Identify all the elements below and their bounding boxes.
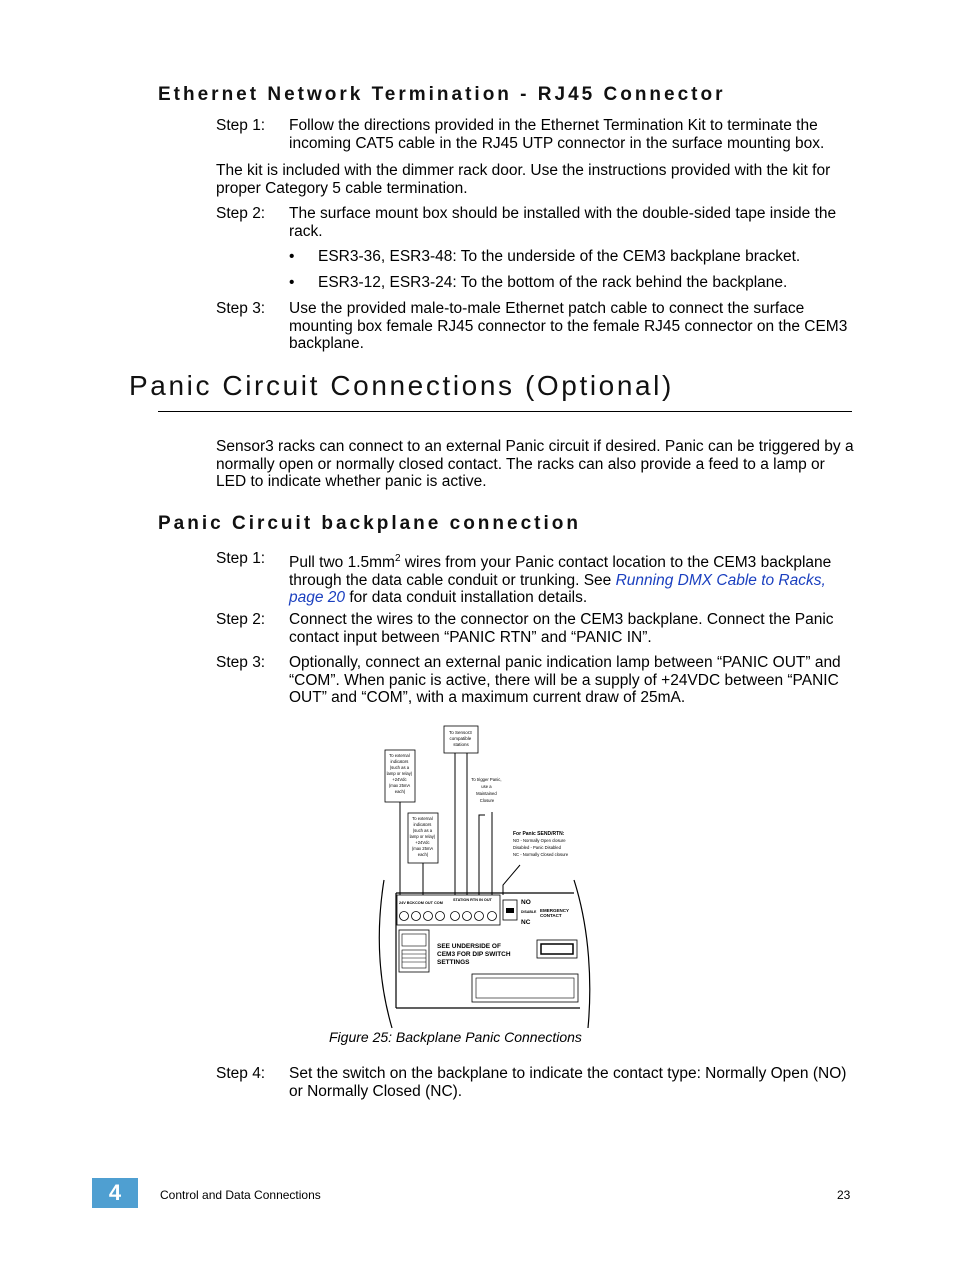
svg-text:SEE UNDERSIDE OF CEM3 FO: SEE UNDERSIDE OF CEM3 FOR DIP SWITCH SETTINGS <box>437 943 511 966</box>
step-label: Step 4: <box>216 1065 266 1082</box>
step-text: The surface mount box should be installed with the double-sided tape inside the rack. <box>289 205 837 240</box>
step-text: Set the switch on the backplane to indicate the contact type: Normally Open (NO) or Normally Closed (NC). <box>289 1065 847 1100</box>
svg-text:To trigger Panic, use a: To trigger Panic, use a Maintained Closure <box>471 777 502 803</box>
svg-text:To external indicators: To external indicators (such as a lamp or relay) +24Vdc (max 25mA each) <box>386 753 413 794</box>
section-heading-backplane: Panic Circuit backplane connection <box>158 513 581 534</box>
svg-text:NC: NC <box>521 919 531 926</box>
title-rule <box>158 411 852 412</box>
bullet-item: ESR3-12, ESR3-24: To the bottom of the rack behind the backplane. <box>318 274 788 291</box>
svg-text:NO: NO <box>521 899 531 906</box>
section-title-panic: Panic Circuit Connections (Optional) <box>129 370 674 401</box>
footer-section-title: Control and Data Connections <box>160 1188 321 1202</box>
backplane-panic-diagram <box>376 720 612 1032</box>
step-label: Step 1: <box>216 550 266 567</box>
step-label: Step 1: <box>216 117 266 134</box>
svg-text:To external indicators: To external indicators (such as a lamp or relay) +24Vdc (max 25mA each) <box>409 816 436 857</box>
step-label: Step 2: <box>216 205 266 222</box>
svg-text:For Panic SEND/RTN:: For Panic SEND/RTN: <box>513 831 565 837</box>
svg-text:STATION RTN IN OUT: STATION RTN IN OUT <box>453 898 492 902</box>
step-label: Step 3: <box>216 654 266 671</box>
svg-text:24V BCKCOM OUT COM: 24V BCKCOM OUT COM <box>399 901 443 905</box>
section-heading-ethernet: Ethernet Network Termination - RJ45 Connector <box>158 84 726 105</box>
svg-text:EMERGENCY CONTACT: EMERGENCY CONTACT <box>540 908 569 918</box>
step-text: Follow the directions provided in the Ethernet Termination Kit to terminate the incoming CAT5 cable in the RJ45 UTP connector in the surface mounting box. <box>289 117 825 152</box>
figure-caption: Figure 25: Backplane Panic Connections <box>329 1029 582 1045</box>
step-label: Step 3: <box>216 300 266 317</box>
bullet-mark: • <box>289 248 295 265</box>
paragraph: The kit is included with the dimmer rack door. Use the instructions provided with the kit for proper Category 5 cable termination. <box>216 162 831 197</box>
bullet-mark: • <box>289 274 295 291</box>
step-label: Step 2: <box>216 611 266 628</box>
chapter-number-badge: 4 <box>92 1178 138 1208</box>
svg-text:DISABLE: DISABLE <box>521 910 537 914</box>
step-text: Optionally, connect an external panic indication lamp between “PANIC OUT” and “COM”. When panic is active, there will be a supply of +24VDC between “PANIC OUT” and “COM”, with a maximum current draw of 25mA. <box>289 654 841 707</box>
svg-text:To Sensor3 compatible: To Sensor3 compatible stations <box>448 730 472 747</box>
svg-text:NO - Normally Open closure: NO - Normally Open closure Disabled - Panic Disabled NC - Normally Closed closure <box>513 838 569 857</box>
step-text: Pull two $1.5mm^2$ wires from your Panic contact location to the CEM3 backplane through the data cable conduit or trunking. See Running DMX Cable to Racks, page 20 for data conduit installation details. <box>289 553 832 607</box>
cross-reference-link[interactable]: Running DMX Cable to Racks, page 20 <box>289 571 826 607</box>
page-number: 23 <box>837 1188 851 1202</box>
step-text: Connect the wires to the connector on the CEM3 backplane. Connect the Panic contact input between “PANIC RTN” and “PANIC IN”. <box>289 611 834 646</box>
bullet-item: ESR3-36, ESR3-48: To the underside of the CEM3 backplane bracket. <box>318 248 801 265</box>
step-text: Use the provided male-to-male Ethernet patch cable to connect the surface mounting box female RJ45 connector to the female RJ45 connector on the CEM3 backplane. <box>289 300 848 353</box>
paragraph: Sensor3 racks can connect to an external Panic circuit if desired. Panic can be triggered by a normally open or normally closed contact. The racks can also provide a feed to a lamp or LED to indicate whether panic is active. <box>216 438 854 491</box>
